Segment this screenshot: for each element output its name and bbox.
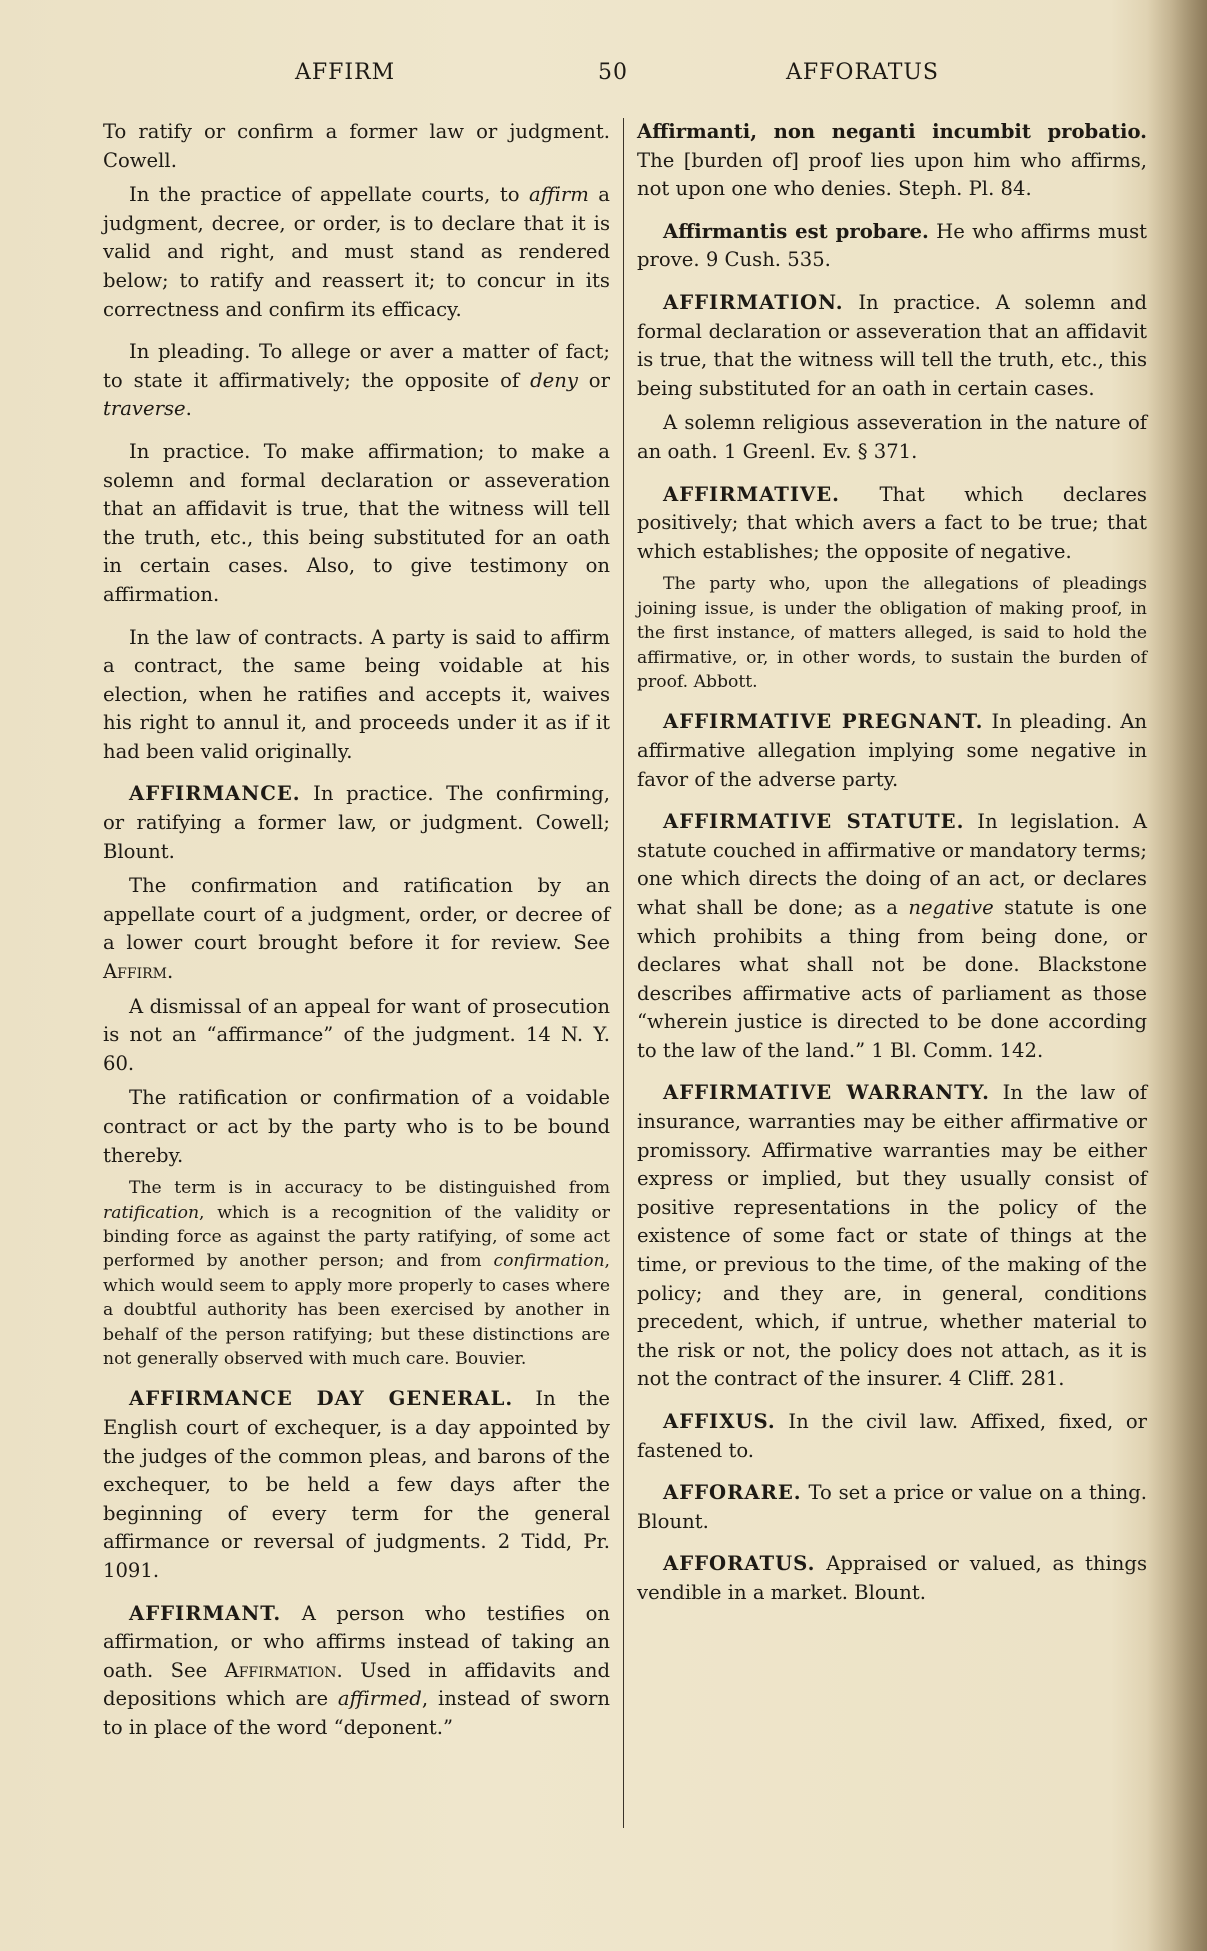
italic-term: affirmed (337, 1687, 422, 1711)
headword: AFFORATUS. (663, 1552, 816, 1576)
entry-affirmative-warranty (637, 1079, 1147, 1394)
entry-affirmative-statute (637, 808, 1147, 1065)
maxim-text: Affirmantis est probare. (663, 219, 929, 243)
headword: AFFIRMANCE DAY GENERAL. (129, 1387, 514, 1411)
definition-text: Appraised or valued, as things vendible in a market. Blount. (637, 1552, 1147, 1604)
affirm-definition-5: In the law of contracts. A party is said to affirm a contract, the same being voidable at his election, when he ratifies and accepts it, waives his right to annul it, and proceeds under it as if it had been valid originally. (103, 625, 610, 763)
headword: AFFIRMANCE. (129, 782, 301, 806)
affirmation-definition-2: A solemn religious asseveration in the nature of an oath. 1 Greenl. Ev. § 371. (637, 411, 1147, 463)
page-number: 50 (598, 60, 628, 85)
header-left-guideword: AFFIRM (295, 60, 396, 85)
affirmative-note: The party who, upon the allegations of pleadings joining issue, is under the obligation of making proof, in the first instance, of matters alleged, is said to hold the affirmative, or, in other words, to sustain the burden of proof. Abbott. (637, 574, 1147, 692)
header-right-guideword: AFFORATUS (786, 60, 939, 85)
affirm-definition-2 (103, 181, 610, 324)
entry-afforatus (637, 1550, 1147, 1607)
running-header (0, 60, 1207, 100)
text: . Used in affidavits and depositions which are (103, 1658, 610, 1711)
headword: AFFIXUS. (663, 1410, 776, 1433)
text: The term is in accuracy to be distinguished from (129, 1178, 610, 1199)
headword: AFFIRMATIVE. (663, 482, 840, 506)
headword: AFFORARE. (663, 1481, 802, 1505)
definition-text: In the English court of exchequer, is a day appointed by the judges of the common pleas, and barons of the exchequer, to be held a few days after the beginning of every term for the general affirmance or reversal of judgments. 2 Tidd, Pr. 1091. (103, 1387, 610, 1582)
definition-text: He who affirms must prove. 9 Cush. 535. (637, 219, 1147, 272)
text: , which is a recognition of the validity or binding force as against the party ratifying, of some act performed by another person; and from (103, 1202, 610, 1272)
left-column (103, 118, 610, 1749)
entry-affirmative-pregnant (637, 708, 1147, 794)
text: In pleading. To allege or aver a matter of fact; to state it affirmatively; the opposite of (103, 340, 610, 392)
right-column (637, 118, 1147, 1614)
italic-term: traverse (103, 397, 186, 421)
definition-text: To set a price or value on a thing. Blount. (637, 1481, 1147, 1533)
text: . (166, 960, 174, 984)
affirm-definition-4: In practice. To make affirmation; to make a solemn and formal declaration or asseveration that an affidavit is true, that the witness will tell the truth, etc., this being substituted for an oath in certain cases. Also, to give testimony on affirmation. (103, 439, 610, 606)
text: A person who testifies on affirmation, or who affirms instead of taking an oath. See (103, 1601, 610, 1682)
italic-term: confirmation (493, 1251, 605, 1272)
entry-affirmative (637, 481, 1147, 567)
affirm-definition-3 (103, 338, 610, 424)
headword: AFFIRMATIVE WARRANTY. (663, 1081, 990, 1105)
text: , instead of sworn to in place of the word “deponent.” (103, 1687, 610, 1739)
definition-text: In practice. A solemn and formal declaration or asseveration that an affidavit is true, that the witness will tell the truth, etc., this being substituted for an oath in certain cases. (637, 290, 1147, 400)
entry-affirmation (637, 289, 1147, 403)
definition-text: In the civil law. Affixed, fixed, or fastened to. (637, 1410, 1147, 1462)
italic-term: ratification (103, 1202, 200, 1223)
maxim-affirmanti (637, 118, 1147, 204)
italic-term: deny (530, 368, 578, 392)
maxim-affirmantis (637, 218, 1147, 275)
headword: AFFIRMATION. (663, 290, 844, 314)
text: . (185, 397, 192, 421)
text: The confirmation and ratification by an appellate court of a judgment, order, or decree of a lower court brought before it for review. See (103, 874, 610, 955)
definition-text: In the law of insurance, warranties may be either affirmative or promissory. Affirmative warranties may be either express or implied, but they usually consist of positive representations in the policy of the existence of some fact or state of things at the time, or previous to the time, of the making of the policy; and they are, in general, conditions precedent, which, if untrue, whether material to the risk or not, the policy does not attach, as it is not the contract of the insurer. 4 Cliff. 281. (637, 1081, 1147, 1391)
entry-afforare (637, 1479, 1147, 1536)
definition-text: In practice. The confirming, or ratifying a former law, or judgment. Cowell; Blount. (103, 782, 610, 863)
maxim-text: Affirmanti, non neganti incumbit probatio. (637, 120, 1147, 143)
affirmance-definition-2 (103, 872, 610, 986)
cross-reference: Affirm (103, 960, 167, 984)
entry-affirmance-day-general (103, 1385, 610, 1585)
text: a judgment, decree, or order, is to declare that it is valid and right, and must stand as rendered below; to ratify and reassert it; to concur in its correctness and confirm its efficacy. (103, 183, 610, 321)
entry-affixus (637, 1408, 1147, 1465)
text: , which would seem to apply more properly to cases where a doubtful authority has been exercised by another in behalf of the person ratifying; but these distinctions are not generally observed with much care. Bouvier. (103, 1251, 610, 1370)
text: statute is one which prohibits a thing from being done, or declares what shall not be done. Blackstone describes affirmative acts of parliament as those “wherein justice is directed to be done according to the law of the land.” 1 Bl. Comm. 142. (637, 895, 1148, 1062)
italic-term: affirm (529, 183, 589, 207)
definition-text: That which declares positively; that which avers a fact to be true; that which establishes; the opposite of negative. (637, 482, 1147, 563)
entry-affirmant (103, 1600, 610, 1743)
definition-text: The [burden of] proof lies upon him who affirms, not upon one who denies. Steph. Pl. 84. (637, 148, 1147, 201)
cross-reference: Affirmation (224, 1658, 337, 1682)
definition-text: In pleading. An affirmative allegation implying some negative in favor of the adverse party. (637, 710, 1147, 791)
text: In legislation. A statute couched in affirmative or mandatory terms; one which directs the doing of an act, or declares what shall be done; as a (637, 810, 1148, 919)
text: In the practice of appellate courts, to (129, 183, 530, 207)
column-divider (623, 118, 624, 1828)
entry-affirmance (103, 780, 610, 866)
affirmance-definition-4: The ratification or confirmation of a voidable contract or act by the party who is to be bound thereby. (103, 1086, 610, 1167)
headword: AFFIRMANT. (129, 1601, 282, 1625)
text: or (577, 368, 610, 392)
affirm-definition-1: To ratify or confirm a former law or judgment. Cowell. (103, 120, 610, 172)
italic-term: negative (908, 895, 994, 919)
page-binding-shadow (1147, 0, 1207, 1951)
affirmance-note (103, 1176, 610, 1371)
headword: AFFIRMATIVE PREGNANT. (663, 710, 984, 734)
headword: AFFIRMATIVE STATUTE. (663, 810, 965, 834)
affirmance-definition-3: A dismissal of an appeal for want of prosecution is not an “affirmance” of the judgment. 14 N. Y. 60. (103, 994, 610, 1075)
